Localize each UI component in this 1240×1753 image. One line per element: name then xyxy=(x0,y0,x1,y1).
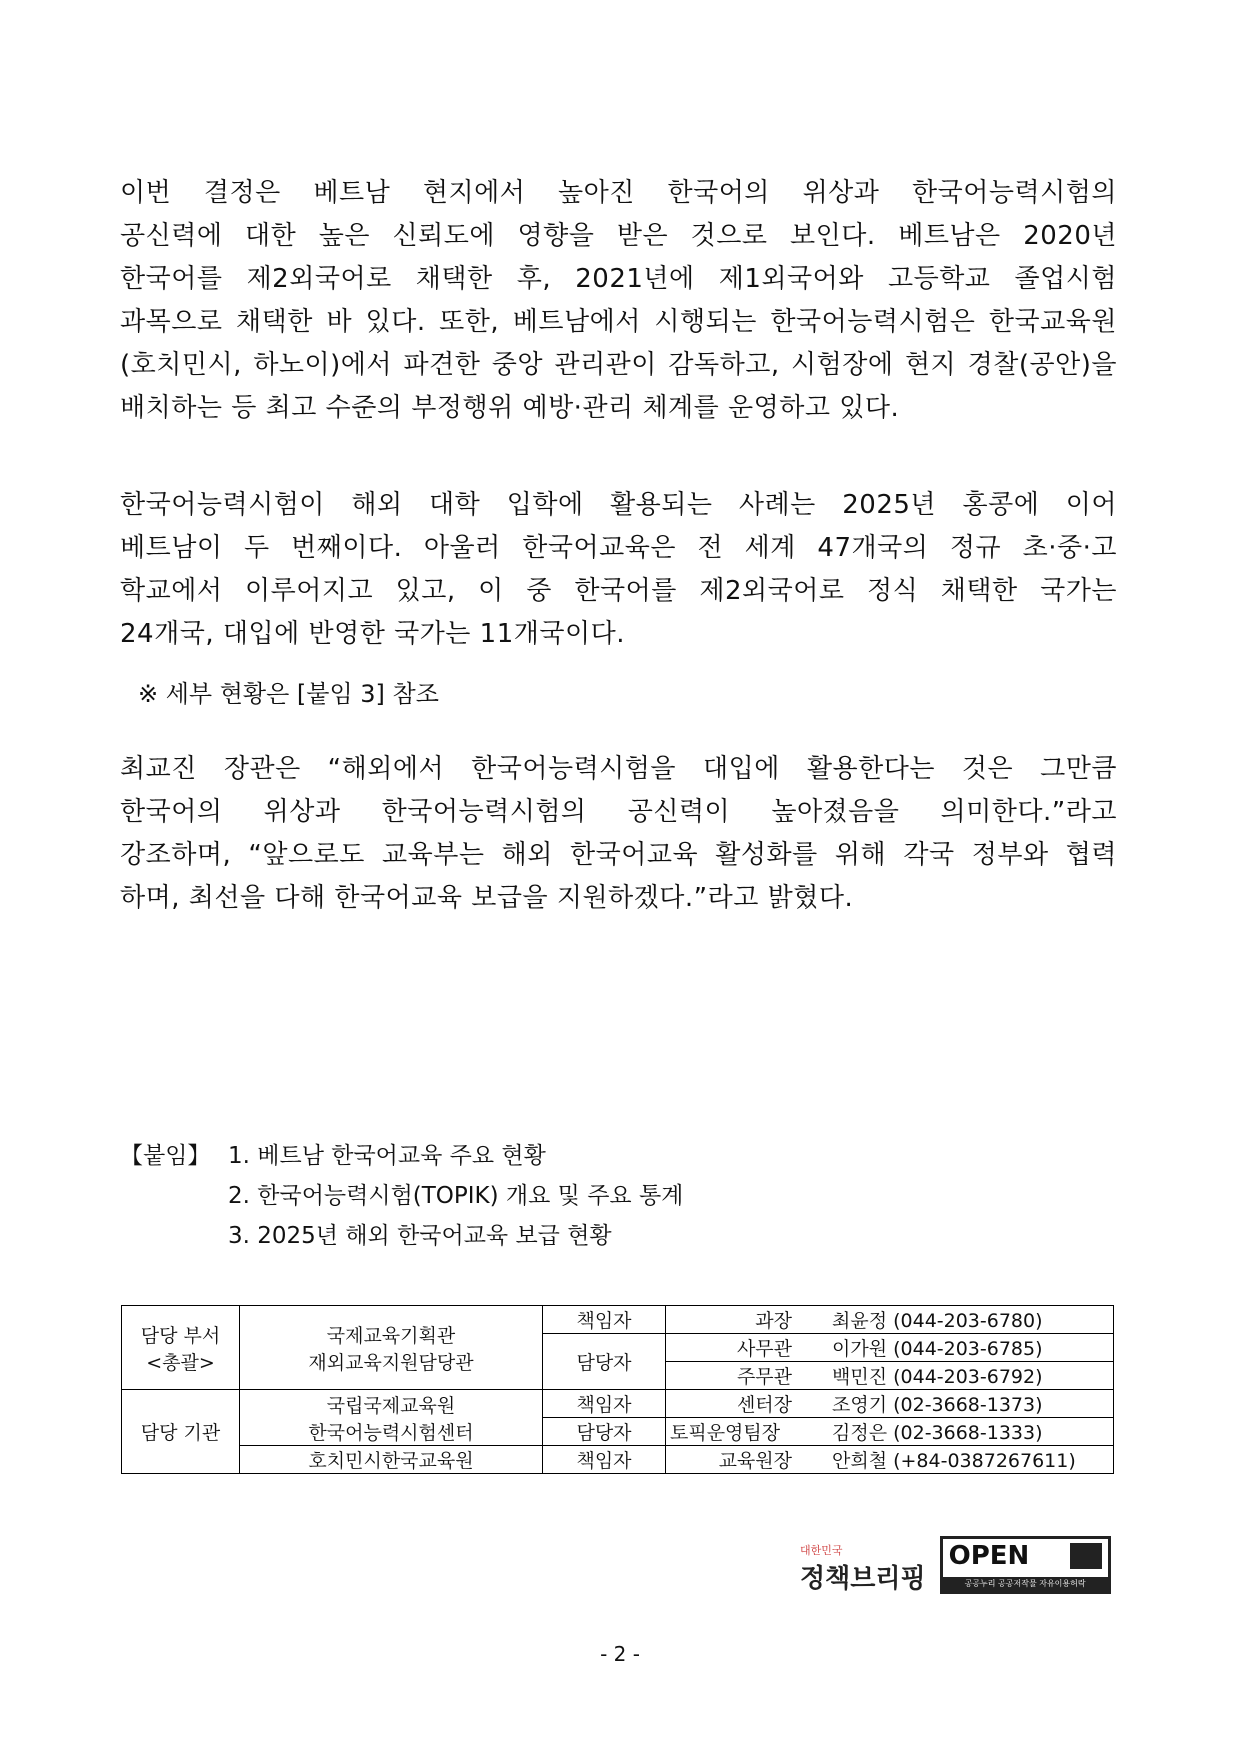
paragraph-3 xyxy=(120,748,1117,920)
paragraph-2 xyxy=(120,484,1117,656)
text-line: 24개국, 대입에 반영한 국가는 11개국이다. xyxy=(120,619,625,649)
text-line: 배치하는 등 최고 수준의 부정행위 예방·관리 체계를 운영하고 있다. xyxy=(120,393,900,423)
text-line: 강조하며, “앞으로도 교육부는 해외 한국어교육 활성화를 위해 각국 정부와 협력 xyxy=(120,840,1117,870)
attachment-item: 3. 2025년 해외 한국어교육 보급 현황 xyxy=(228,1223,612,1249)
paragraph-1 xyxy=(120,172,1117,430)
text-line: 이번 결정은 베트남 현지에서 높아진 한국어의 위상과 한국어능력시험의 xyxy=(120,178,1117,208)
text-line: 최교진 장관은 “해외에서 한국어능력시험을 대입에 활용한다는 것은 그만큼 xyxy=(120,754,1117,784)
contacts-table xyxy=(121,1305,1114,1474)
text-line: 공신력에 대한 높은 신뢰도에 영향을 받은 것으로 보인다. 베트남은 2020년 xyxy=(120,221,1117,251)
reference-note: ※ 세부 현황은 [붙임 3] 참조 xyxy=(138,680,439,708)
dept-label: 담당 부서 xyxy=(140,1324,221,1347)
org-name: 국립국제교육원 xyxy=(326,1394,456,1417)
text-line: 과목으로 채택한 바 있다. 또한, 베트남에서 시행되는 한국어능력시험은 한국교육원 xyxy=(120,307,1117,337)
org-name: 한국어능력시험센터 xyxy=(308,1421,474,1444)
person: 안희철 (+84-0387267611) xyxy=(808,1446,1114,1474)
text-line: 한국어능력시험이 해외 대학 입학에 활용되는 사례는 2025년 홍콩에 이어 xyxy=(120,490,1117,520)
title: 사무관 xyxy=(666,1334,809,1362)
role: 책임자 xyxy=(543,1390,666,1418)
page-number: - 2 - xyxy=(600,1642,640,1666)
attachments-list xyxy=(120,1136,683,1256)
role: 담당자 xyxy=(543,1418,666,1446)
person: 백민진 (044-203-6792) xyxy=(808,1362,1114,1390)
person-icon xyxy=(1070,1543,1102,1569)
text-line: 한국어를 제2외국어로 채택한 후, 2021년에 제1외국어와 고등학교 졸업시험 xyxy=(120,264,1117,294)
person: 최윤정 (044-203-6780) xyxy=(808,1306,1114,1334)
kogl-open-license-logo: OPEN 공공누리 공공저작물 자유이용허락 xyxy=(940,1536,1111,1594)
title: 과장 xyxy=(666,1306,809,1334)
title: 센터장 xyxy=(666,1390,809,1418)
org-name: 호치민시한국교육원 xyxy=(240,1446,543,1474)
role: 담당자 xyxy=(543,1334,666,1390)
text-line: 한국어의 위상과 한국어능력시험의 공신력이 높아졌음을 의미한다.”라고 xyxy=(120,797,1117,827)
attachment-item: 1. 베트남 한국어교육 주요 현황 xyxy=(228,1143,546,1169)
role: 책임자 xyxy=(543,1446,666,1474)
text-line: 학교에서 이루어지고 있고, 이 중 한국어를 제2외국어로 정식 채택한 국가는 xyxy=(120,576,1117,606)
text-line: 베트남이 두 번째이다. 아울러 한국어교육은 전 세계 47개국의 정규 초·중·고 xyxy=(120,533,1117,563)
dept-sub: <총괄> xyxy=(146,1351,215,1374)
dept-name: 국제교육기획관 xyxy=(326,1324,456,1347)
person: 이가원 (044-203-6785) xyxy=(808,1334,1114,1362)
dept-name: 재외교육지원담당관 xyxy=(308,1351,474,1374)
text-line: 하며, 최선을 다해 한국어교육 보급을 지원하겠다.”라고 밝혔다. xyxy=(120,883,854,913)
table-row xyxy=(122,1306,1114,1334)
person: 김정은 (02-3668-1333) xyxy=(808,1418,1114,1446)
logos xyxy=(800,1536,1111,1594)
policy-briefing-logo: 대한민국 정책브리핑 xyxy=(800,1544,926,1594)
table-row xyxy=(122,1390,1114,1418)
attachments-label: 【붙임】 xyxy=(120,1143,211,1169)
person: 조영기 (02-3668-1373) xyxy=(808,1390,1114,1418)
text-line: (호치민시, 하노이)에서 파견한 중앙 관리관이 감독하고, 시험장에 현지 경찰(공안)을 xyxy=(120,350,1117,380)
attachment-item: 2. 한국어능력시험(TOPIK) 개요 및 주요 통계 xyxy=(228,1183,684,1209)
title: 토픽운영팀장 xyxy=(666,1418,809,1446)
org-label: 담당 기관 xyxy=(122,1390,240,1474)
role: 책임자 xyxy=(543,1306,666,1334)
title: 교육원장 xyxy=(666,1446,809,1474)
table-row xyxy=(122,1446,1114,1474)
title: 주무관 xyxy=(666,1362,809,1390)
